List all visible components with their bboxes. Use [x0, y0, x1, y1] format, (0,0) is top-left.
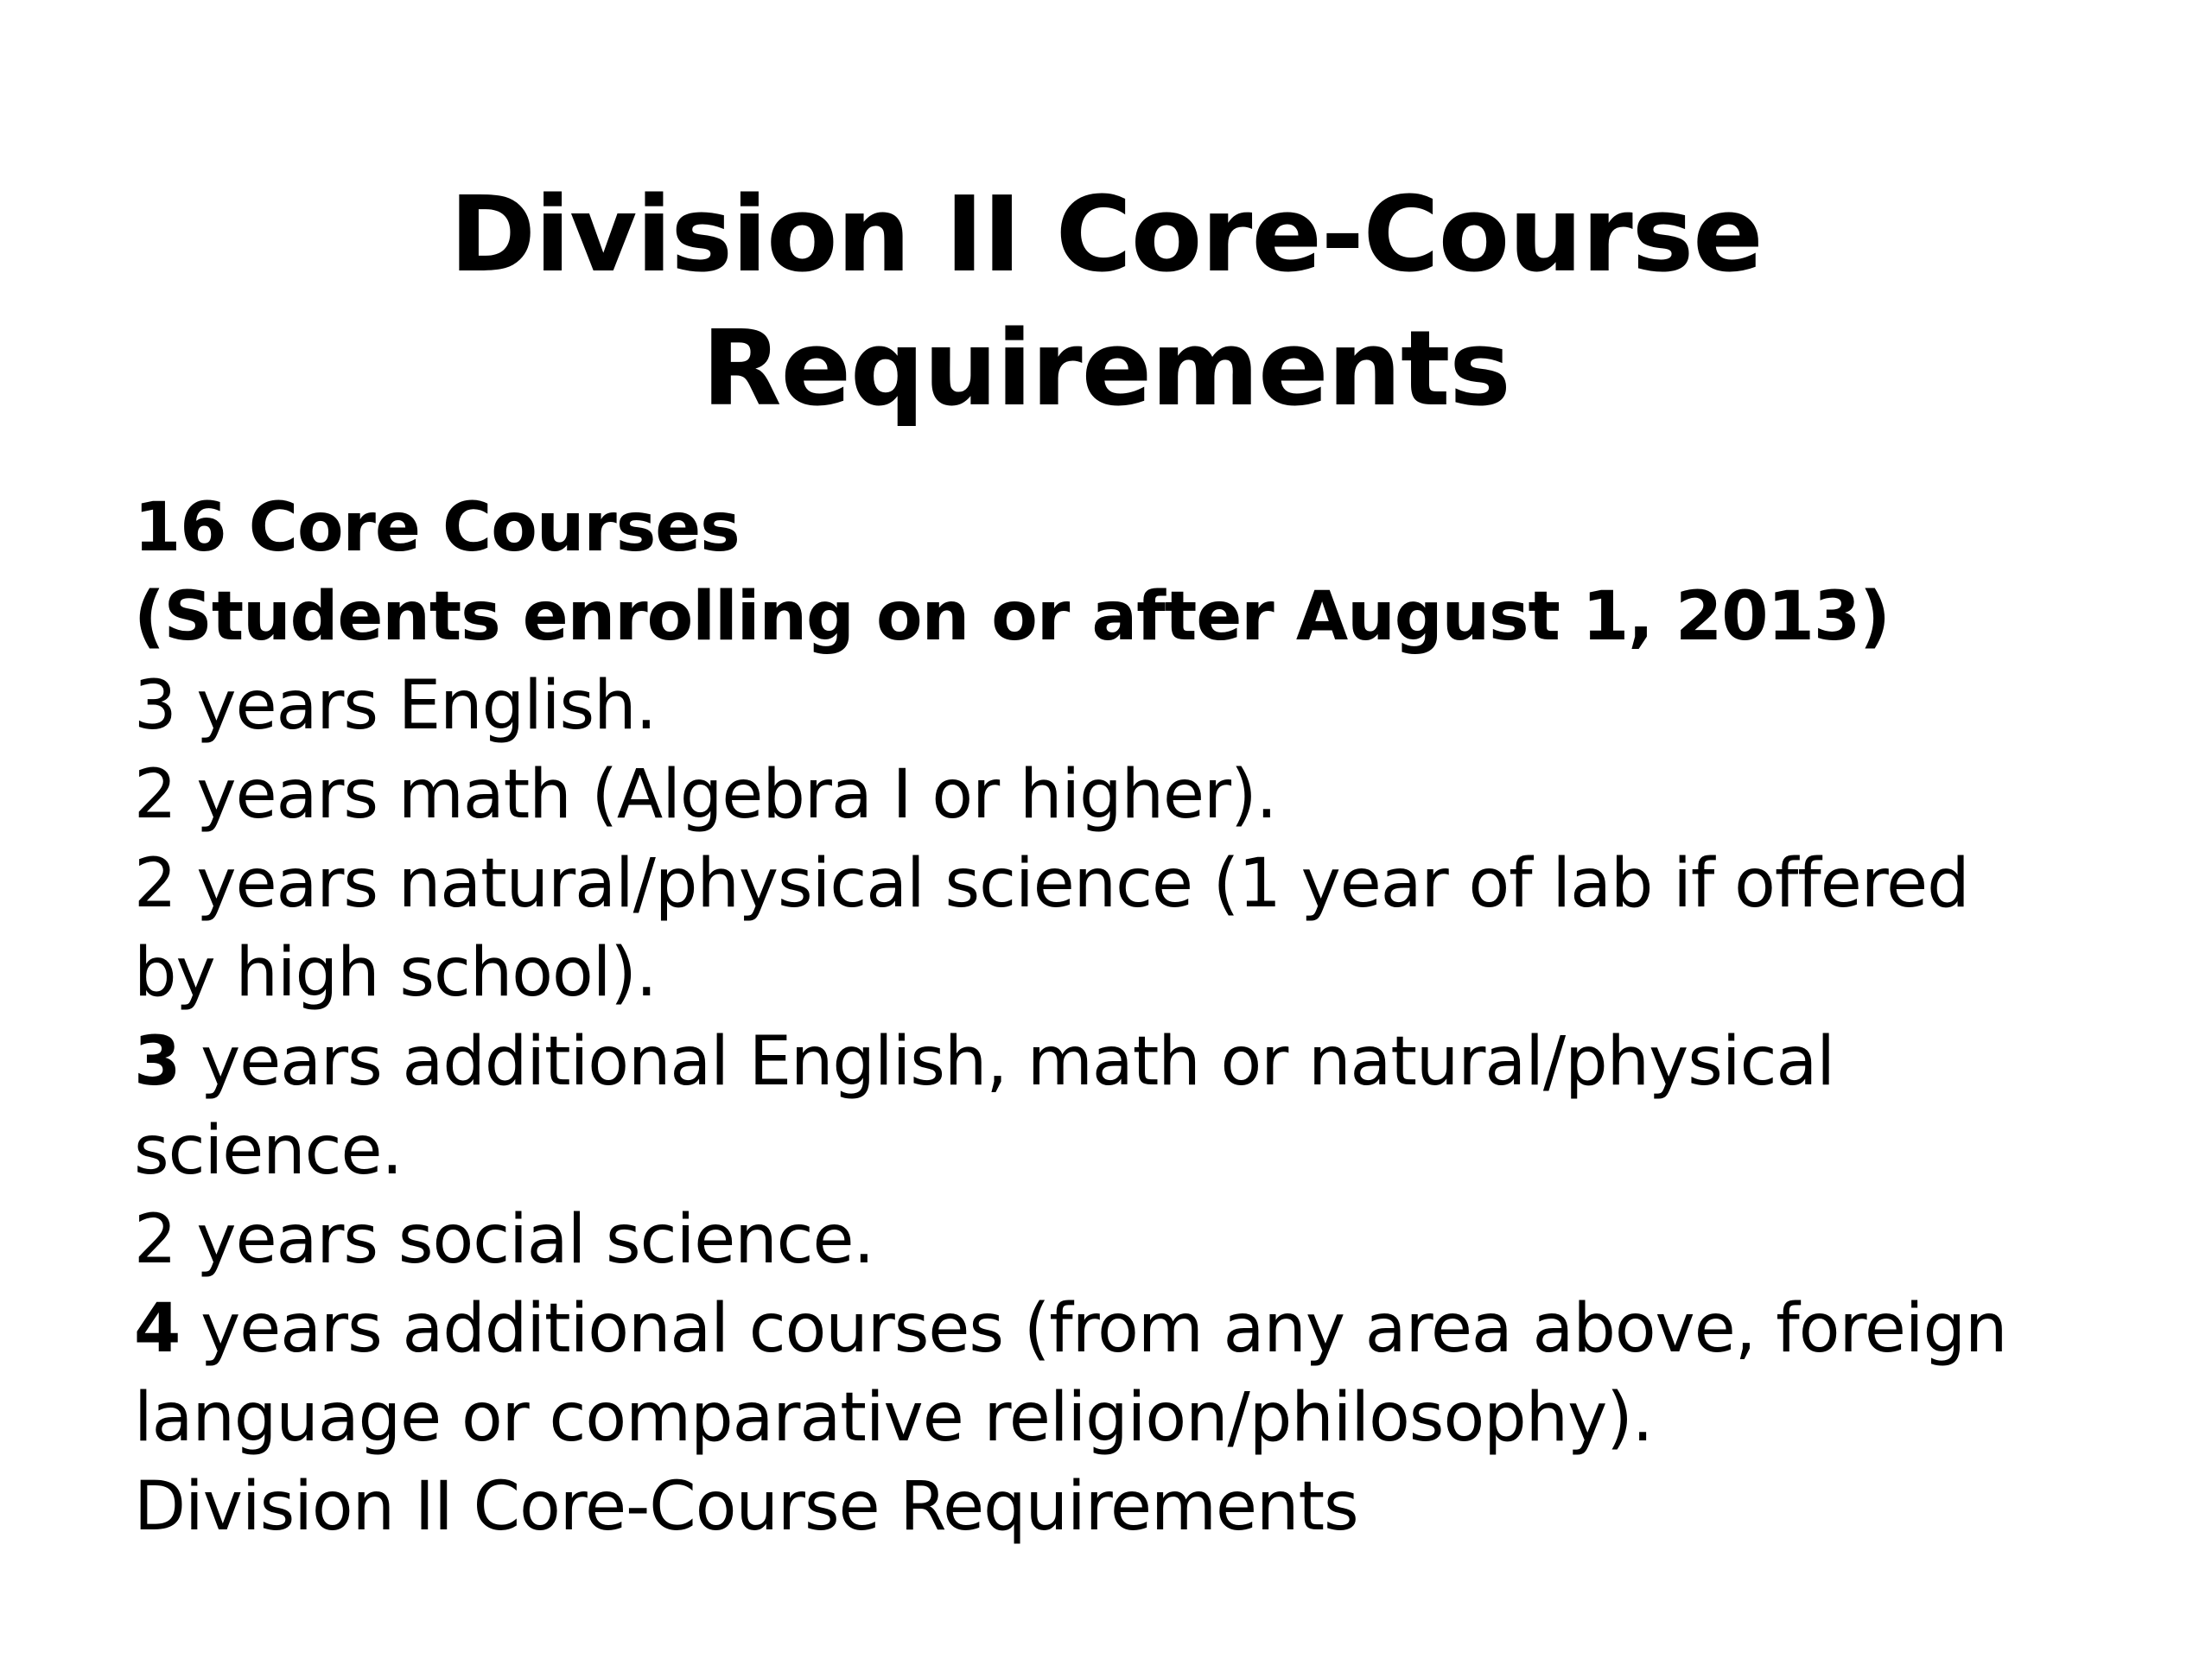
requirement-science-continued: by high school). — [134, 934, 657, 1012]
additional-courses-text: years additional courses (from any area above, foreign — [180, 1290, 2007, 1368]
additional-courses-count: 4 — [134, 1290, 181, 1368]
section-subheading: (Students enrolling on or after August 1, 2013) — [134, 578, 1890, 656]
requirement-additional-core-continued: science. — [134, 1112, 403, 1190]
footer-text: Division II Core-Course Requirements — [134, 1468, 1358, 1546]
requirement-english: 3 years English. — [134, 667, 657, 745]
slide-title-line-1: Division II Core-Course — [449, 175, 1763, 296]
section-heading: 16 Core Courses — [134, 489, 740, 567]
additional-core-text: years additional English, math or natural/physical — [180, 1023, 1834, 1101]
requirement-additional-courses — [134, 1285, 2087, 1374]
slide-title-line-2: Requirements — [702, 309, 1510, 429]
requirement-science: 2 years natural/physical science (1 year of lab if offered — [134, 845, 1969, 923]
requirement-math: 2 years math (Algebra I or higher). — [134, 756, 1277, 834]
additional-core-count: 3 — [134, 1023, 181, 1101]
requirement-additional-courses-continued: language or comparative religion/philosophy). — [134, 1379, 1653, 1457]
slide-title — [0, 168, 2212, 436]
requirement-social-science: 2 years social science. — [134, 1201, 874, 1279]
requirement-additional-core — [134, 1018, 2087, 1107]
slide-body — [134, 484, 2087, 1552]
